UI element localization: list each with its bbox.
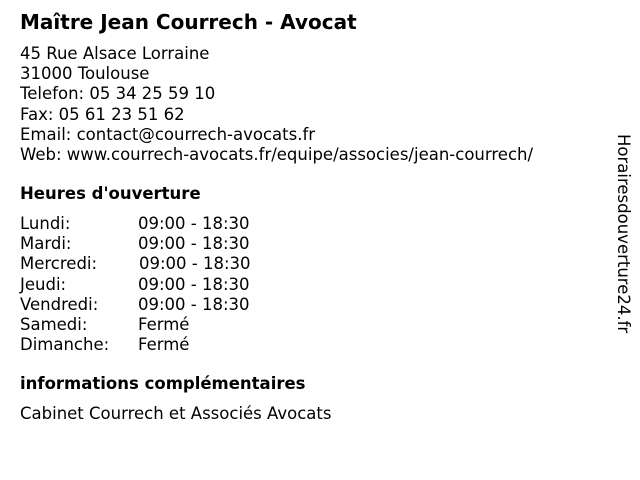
time-value: 09:00 - 18:30 [138, 274, 250, 294]
web-line: Web: www.courrech-avocats.fr/equipe/associes/jean-courrech/ [20, 145, 534, 165]
phone-line: Telefon: 05 34 25 59 10 [20, 84, 216, 104]
day-label: Samedi: [20, 314, 88, 334]
day-label: Vendredi: [20, 294, 99, 314]
day-label: Mercredi: [20, 254, 98, 274]
day-label: Mardi: [20, 234, 72, 254]
address-city: 31000 Toulouse [20, 64, 150, 84]
page-title: Maître Jean Courrech - Avocat [20, 10, 357, 34]
day-label: Dimanche: [20, 335, 110, 355]
day-label: Jeudi: [20, 274, 67, 294]
time-value: 09:00 - 18:30 [138, 294, 250, 314]
site-watermark [612, 134, 636, 370]
time-value: Fermé [138, 314, 190, 334]
fax-line: Fax: 05 61 23 51 62 [20, 104, 185, 124]
contact-block [20, 44, 533, 165]
time-value: 09:00 - 18:30 [138, 234, 250, 254]
day-label: Lundi: [20, 214, 71, 233]
time-value: 09:00 - 18:30 [139, 254, 251, 274]
opening-hours-heading: Heures d'ouverture [20, 184, 201, 203]
time-value: Fermé [138, 335, 190, 355]
additional-info-text: Cabinet Courrech et Associés Avocats [20, 404, 332, 423]
time-value: 09:00 - 18:30 [138, 214, 250, 233]
watermark-text: Horairesdouverture24.fr [614, 134, 633, 334]
email-line: Email: contact@courrech-avocats.fr [20, 124, 316, 144]
additional-info-heading: informations complémentaires [20, 374, 306, 393]
address-street: 45 Rue Alsace Lorraine [20, 44, 210, 63]
